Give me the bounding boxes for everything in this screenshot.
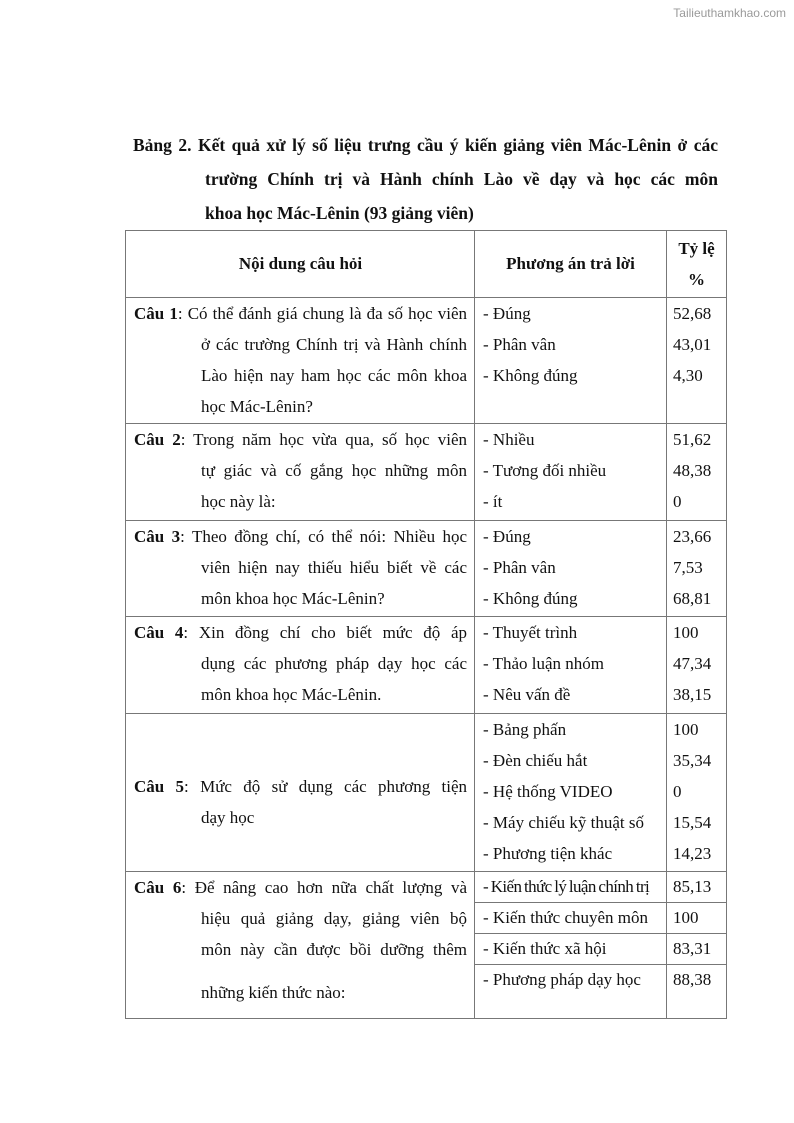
question-text: dạy học (201, 808, 255, 827)
answer-rate: 52,68 (673, 304, 712, 323)
question-line (134, 679, 467, 710)
answer-cell (475, 714, 667, 871)
answer-rate: 4,30 (673, 366, 703, 385)
table-row (126, 872, 726, 1019)
answer-rate: 7,53 (673, 558, 703, 577)
question-cell (126, 424, 475, 520)
question-cell (126, 872, 475, 1018)
question-text: môn này cần được bồi dưỡng thêm (201, 940, 467, 959)
question-text: học Mác-Lênin? (201, 397, 313, 416)
answer-option: - Thảo luận nhóm (483, 654, 605, 673)
question-text: môn khoa học Mác-Lênin. (201, 685, 382, 704)
answer-rate: 35,34 (673, 751, 712, 770)
answer-rate: 100 (673, 908, 699, 927)
question-text: môn khoa học Mác-Lênin? (201, 589, 385, 608)
header-question: Nội dung câu hỏi (126, 231, 475, 297)
answer-cell (475, 424, 667, 520)
question-label: Câu 5 (134, 777, 185, 796)
question-text: những kiến thức nào: (201, 983, 346, 1002)
question-label: Câu 4 (134, 623, 184, 642)
answer-option: - Tương đối nhiều (483, 461, 607, 480)
question-line (134, 455, 467, 486)
answer-option: - Phân vân (483, 558, 556, 577)
answer-cell (475, 298, 667, 423)
answer-rate: 0 (673, 492, 682, 511)
answer-option: - Kiến thức xã hội (475, 934, 667, 964)
answer-option: - Đúng (483, 527, 531, 546)
question-line (134, 552, 467, 583)
question-line (134, 648, 467, 679)
question-text: Lào hiện nay ham học các môn khoa (201, 366, 467, 385)
header-rate-unit: % (688, 270, 705, 289)
question-text: : Mức độ sử dụng các phương tiện (184, 777, 467, 796)
question-text: học này là: (201, 492, 276, 511)
answer-rate: 100 (673, 720, 699, 739)
question-line (134, 360, 467, 391)
question-line (134, 872, 467, 903)
answer-option: - Máy chiếu kỹ thuật số (483, 813, 644, 832)
question-line (134, 521, 467, 552)
answer-row (475, 903, 726, 934)
question-label: Câu 6 (134, 878, 182, 897)
caption-line: Bảng 2. Kết quả xử lý số liệu trưng cầu ý kiến giảng viên Mác-Lênin ở các (133, 135, 718, 155)
answer-rate: 88,38 (673, 970, 712, 989)
answer-rate: 83,31 (673, 939, 712, 958)
rate-cell (667, 424, 726, 520)
question-label: Câu 2 (134, 430, 181, 449)
question-text: viên hiện nay thiếu hiểu biết về các (201, 558, 467, 577)
answer-cell (475, 521, 667, 616)
answer-rate: 85,13 (673, 877, 712, 896)
question-line (134, 391, 467, 422)
header-rate (667, 231, 726, 297)
answer-option: - Phương pháp dạy học (475, 965, 667, 1018)
question-text: hiệu quả giảng dạy, giảng viên bộ (201, 909, 467, 928)
answer-cell (475, 617, 667, 713)
answer-option: - Kiến thức lý luận chính trị (475, 872, 667, 902)
answer-subtable (475, 872, 726, 1018)
question-line (134, 771, 467, 802)
answer-option: - Đúng (483, 304, 531, 323)
question-label: Câu 1 (134, 304, 178, 323)
answer-option: - Bảng phấn (483, 720, 567, 739)
question-label: Câu 3 (134, 527, 181, 546)
answer-rate: 0 (673, 782, 682, 801)
answer-option: - Nhiều (483, 430, 535, 449)
question-line (134, 424, 467, 455)
table-header-row (126, 231, 726, 298)
question-cell (126, 298, 475, 423)
answer-rate: 47,34 (673, 654, 712, 673)
question-text: : Để nâng cao hơn nữa chất lượng và (181, 878, 468, 897)
answer-rate: 48,38 (673, 461, 712, 480)
rate-cell (667, 521, 726, 616)
answer-option: - Đèn chiếu hắt (483, 751, 588, 770)
question-text: : Trong năm học vừa qua, số học viên (180, 430, 467, 449)
question-line (134, 903, 467, 934)
answer-option: - Không đúng (483, 589, 578, 608)
caption-line: trường Chính trị và Hành chính Lào về dạy và học các môn (205, 169, 718, 189)
rate-cell (667, 714, 726, 871)
rate-cell (667, 298, 726, 423)
question-text: dụng các phương pháp dạy học các (201, 654, 467, 673)
watermark: Tailieuthamkhao.com (673, 6, 786, 20)
table-row (126, 617, 726, 714)
answer-rate: 100 (673, 623, 699, 642)
table-row (126, 424, 726, 521)
question-cell (126, 617, 475, 713)
question-cell (126, 521, 475, 616)
rate-cell (667, 617, 726, 713)
question-line (134, 298, 467, 329)
header-answer: Phương án trả lời (475, 231, 667, 297)
caption-line: khoa học Mác-Lênin (93 giảng viên) (205, 203, 474, 223)
answer-option: - Phân vân (483, 335, 556, 354)
answer-option: - Nêu vấn đề (483, 685, 571, 704)
answer-rate: 23,66 (673, 527, 712, 546)
question-line (134, 802, 467, 833)
answer-rate: 43,01 (673, 335, 712, 354)
answer-row (475, 872, 726, 903)
table-row (126, 714, 726, 872)
answer-rate: 14,23 (673, 844, 712, 863)
answer-rate: 15,54 (673, 813, 712, 832)
question-line (134, 617, 467, 648)
answer-rate: 51,62 (673, 430, 712, 449)
question-cell (126, 714, 475, 871)
answer-option: - ít (483, 492, 503, 511)
answer-option: - Kiến thức chuyên môn (475, 903, 667, 933)
table-caption (133, 128, 718, 230)
answer-row (475, 965, 726, 1018)
survey-table (125, 230, 727, 1019)
question-text: ở các trường Chính trị và Hành chính (201, 335, 467, 354)
question-line (134, 329, 467, 360)
question-text: tự giác và cố gắng học những môn (201, 461, 467, 480)
question-line (134, 977, 467, 1008)
answer-rate: 68,81 (673, 589, 712, 608)
table-row (126, 298, 726, 424)
question-line (134, 934, 467, 965)
question-line (134, 486, 467, 517)
answer-option: - Thuyết trình (483, 623, 578, 642)
header-rate-line: Tỷ lệ (678, 239, 715, 258)
question-text: : Xin đồng chí cho biết mức độ áp (183, 623, 467, 642)
answer-option: - Không đúng (483, 366, 578, 385)
table-row (126, 521, 726, 617)
answer-row (475, 934, 726, 965)
answer-option: - Phương tiện khác (483, 844, 613, 863)
question-text: : Có thể đánh giá chung là đa số học viên (177, 304, 468, 323)
question-line (134, 583, 467, 614)
answer-option: - Hệ thống VIDEO (483, 782, 613, 801)
answer-rate: 38,15 (673, 685, 712, 704)
question-text: : Theo đồng chí, có thể nói: Nhiều học (180, 527, 468, 546)
